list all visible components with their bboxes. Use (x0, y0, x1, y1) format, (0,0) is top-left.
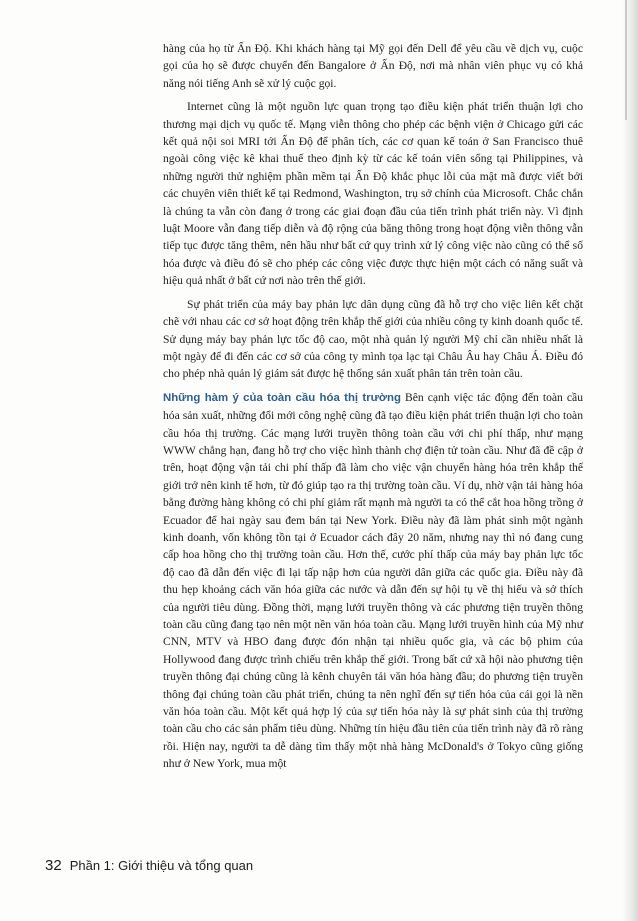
page-edge-mark (625, 0, 627, 120)
section-paragraph (163, 389, 583, 773)
paragraph-internet: Internet cũng là một nguồn lực quan trọng tạo điều kiện phát triển thuận lợi cho thương mại dịch vụ quốc tế. Mạng viễn thông cho phép các bệnh viện ở Chicago gửi các kết quả nội soi MRI tới Ấn Độ để phân tích, các cơ quan kế toán ở San Francisco thuê ngoài công việc kê khai thuế theo định kỳ từ các kế toán viên sống tại Philippines, và những người thử nghiệm phần mềm tại Ấn Độ khắc phục lỗi của mật mã được viết bởi các chuyên viên thiết kế tại Redmond, Washington, trụ sở chính của Microsoft. Chắc chắn là chúng ta vẫn còn đang ở trong các giai đoạn đầu của tiến trình phát triển này. Vì định luật Moore vẫn đang tiếp diễn và độ rộng của băng thông trong hoạt động viễn thông vẫn tiếp tục được tăng thêm, nên hầu như bất cứ quy trình xử lý công việc nào cũng có thể số hóa được và điều đó sẽ cho phép các công việc được thực hiện một cách có năng suất và hiệu quả nhất ở bất cứ nơi nào trên thế giới. (163, 100, 583, 288)
paragraph-jet-aircraft: Sự phát triển của máy bay phản lực dân dụng cũng đã hỗ trợ cho việc liên kết chặt chẽ với nhau các cơ sở hoạt động trên khắp thế giới của nhiều công ty kinh doanh quốc tế. Sử dụng máy bay phản lực tốc độ cao, một nhà quản lý người Mỹ chỉ cần nhiều nhất là một ngày để đi đến các cơ sở của công ty mình tọa lạc tại Châu Âu hay Châu Á. Điều đó cho phép nhà quản lý giám sát được hệ thống sản xuất phân tán trên toàn cầu. (163, 297, 583, 381)
body-text (163, 40, 583, 779)
part-title: Phần 1: Giới thiệu và tổng quan (69, 858, 254, 873)
page-footer (45, 857, 253, 875)
section-heading: Những hàm ý của toàn cầu hóa thị trường (163, 391, 401, 404)
page-number: 32 (45, 857, 62, 874)
section-text: Bên cạnh việc tác động đến toàn cầu hóa sản xuất, những đổi mới công nghệ cũng đã tạo điều kiện phát triển thuận lợi cho toàn cầu hóa thị trường. Các mạng lưới truyền thông toàn cầu với chi phí thấp, như mạng WWW chẳng hạn, đang hỗ trợ cho việc hình thành chợ điện tử toàn cầu. Như đã đề cập ở trên, hoạt động vận tải chi phí thấp đã làm cho việc vận chuyển hàng hóa trên khắp thế giới trở nên kinh tế hơn, từ đó giúp tạo ra thị trường toàn cầu. Ví dụ, nhờ vận tải hàng hóa bằng đường hàng không có chi phí giảm rất mạnh mà người ta có thể cắt hoa hồng trồng ở Ecuador để hai ngày sau đem bán tại New York. Điều này đã làm phát sinh một ngành kinh doanh, vốn không tồn tại ở Ecuador cách đây 20 năm, nhưng nay thì nó đang cung cấp hoa hồng cho thị trường toàn cầu. Hơn thế, cước phí thấp của máy bay phản lực tốc độ cao đã dẫn đến việc đi lại tấp nập hơn của người dân giữa các quốc gia. Điều này đã thu hẹp khoảng cách văn hóa giữa các nước và dẫn đến sự hội tụ về thị hiếu và sở thích của người tiêu dùng. Đồng thời, mạng lưới truyền thông và các phương tiện truyền thông toàn cầu cũng đang tạo nên một nền văn hóa toàn cầu. Mạng lưới truyền hình của Mỹ như CNN, MTV và HBO đang được đón nhận tại nhiều quốc gia, và các bộ phim của Hollywood đang được trình chiếu trên khắp thế giới. Trong bất cứ xã hội nào phương tiện truyền thông đại chúng cũng là kênh chuyên tải văn hóa hàng đầu; do phương tiện truyền thông đại chúng toàn cầu phát triển, chúng ta nên nghĩ đến sự tiến hóa của cái gọi là nền văn hóa toàn cầu. Một kết quả hợp lý của sự tiến hóa này là sự phát sinh của thị trường toàn cầu cho các sản phẩm tiêu dùng. Những tín hiệu đầu tiên của tiến trình này đã rõ ràng rồi. Hiện nay, người ta dễ dàng tìm thấy một nhà hàng McDonald's ở Tokyo cũng giống như ở New York, mua một (163, 390, 583, 771)
paragraph-continued: hàng của họ từ Ấn Độ. Khi khách hàng tại Mỹ gọi đến Dell để yêu cầu về dịch vụ, cuộc gọi của họ sẽ được chuyển đến Bangalore ở Ấn Độ, nơi mà nhân viên phục vụ có khả năng nói tiếng Anh sẽ xử lý cuộc gọi. (163, 42, 583, 90)
page-edge-shadow (622, 0, 638, 921)
